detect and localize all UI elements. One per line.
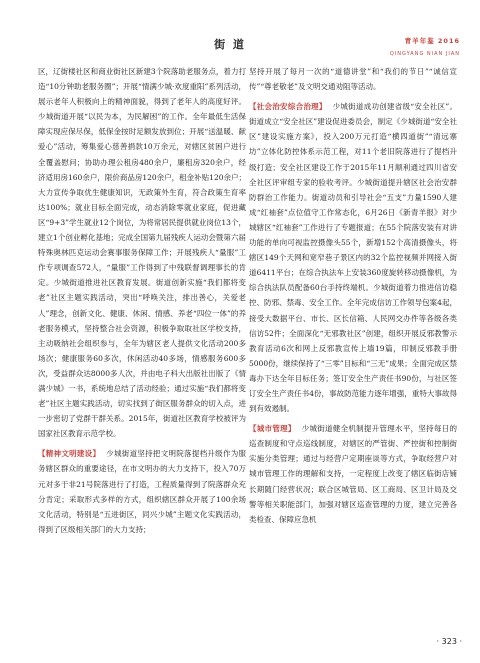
section-body: 少城街道成功创建省级“安全社区”。街道成立“安全社区”建设促进委员会，制定《少城街道“安全社区”建设实施方案》，投入200万元打造“横四道街”“清远寨坊”立体化防控体系示范工程，对11个老旧院落进行了提档升级打造；安全社区建设工作于2015年11月顺利通过四川省安全社区评审组专家的验收考评。少城街道提升辖区社会治安群防群治工作能力。街道动员和引导社会“五支”力量1590人建成“红袖套”点位值守工作常态化，6月26日《新青羊报》对少城辖区“红袖套”工作进行了专题报道；在55个院落安装有对讲功能的单向可视监控摄像头55个，新增152个高清摄像头，将辖区149个天网和宽窄巷子景区内的32个监控视频并网接入街道6411平台；在综合执法车上安装360度旋转移动摄像机，为综合执法队员配备60台手持终端机。少城街道着力推进信访稳控、防邪、禁毒、安全工作。全年完成信访工作领导包案4起，接受大数据平台、市长、区长信箱、人民网交办件等各级各类信访52件；全面深化“无邪教社区”创建，组织开展反邪教警示教育活动6次和网上反邪教宣传上墙19篇，印制反邪教手册5000份，继续保持了“三零”目标和“三无”成果；全面完成区禁毒办下达全年目标任务；签订安全生产责任书90份，与社区签订安全生产责任书4份，事故防范能力逐年增强，重特大事故得到有效遏制。 <box>249 102 457 414</box>
right-column <box>249 64 457 636</box>
yearbook-pinyin: QINGYANG NIAN JIAN <box>389 51 460 57</box>
page-number: · 323 · <box>436 637 462 646</box>
yearbook-title: 青羊年鉴 2016 <box>404 37 460 45</box>
section-body: 少城街道坚持把文明院落提档升级作为服务辖区群众的重要途径，在市文明办的大力支持下，投入70万元对多于非21号院落进行了打造，工程质量得到了院落群众充分肯定；采取形式多样的方式，组织辖区群众开展了100余场文化活动，特别是“五进街区，同兴少城”主题文化实践活动，得到了区级相关部门的大力支持； <box>38 449 246 534</box>
page-header <box>0 0 480 60</box>
section-tag: 【社会治安综合治理】 <box>249 102 327 112</box>
running-title: 街 道 <box>214 38 246 51</box>
section-tag: 【精神文明建设】 <box>38 449 101 459</box>
section-paragraph <box>38 446 246 537</box>
body-paragraph: 区，辽街楼社区和商业街社区新建3个院落助老服务点，着力打造“10分钟助老服务圈”；开展“情满少城·欢度重阳”系列活动，展示老年人积极向上的精神面貌，得到了老年人的高度好评。少城街道开展“以民为本，为民解困”的工作。全年最低生活保障实现应保尽保，低保金按时足额发放到位；开展“送温暖、献爱心”活动，筹集爱心慈善捐款10万余元，对辖区贫困户进行全覆盖慰问；协助办理公租房480余户，廉租房320余户，经济适用房160余户，限价商品房120余户，租金补贴120余户；大力宣传争取优生健康知识，无政策外生育，符合政策生育率达100%；就业目标全面完成，动态消除零就业家庭，促进藏区“9+3”学生就业12个岗位，为将常居民提供就业岗位13个，建立1个创业孵化基地；完成全国第九届残疾人运动会暨第六届特殊奥林匹克运动会赛事服务保障工作；开展残疾人“量服”工作专项调查572人，“量服”工作得到了中残联督调理事长的肯定。少城街道推进社区教育发展。街道创新实施“我们都将变老”社区主题实践活动，突出“呼唤关注，排出善心，关爱老人”理念，创新文化、健康、休闲、情感、养老“四位一体”的养老服务模式，坚持整合社会资源，积极争取取社区学校支持，主动吸纳社会组织参与，全年为辖区老人提供文化活动200多场次；健康服务60多次，休闲活动40多场，情感服务600多次，受益群众达8000多人次，并由电子科大出版社出版了《情满少城》一书，系统地总结了活动经验；通过实施“我们都将变老”社区主题实践活动，切实找到了街区服务群众的切入点，进一步密切了党群干群关系。2015年，街道社区教育学校被评为国家社区教育示范学校。 <box>38 67 246 439</box>
section-tag: 【城市管理】 <box>249 424 296 434</box>
section-paragraph <box>249 421 457 527</box>
left-column <box>38 64 246 636</box>
body-paragraph: 坚持开展了每月一次的“道德讲堂”和“我们的节日”“诚信宣传”“尊老敬老”及文明交通劝阻等活动。 <box>249 67 457 92</box>
section-body: 少城街道健全机制提升管理水平，坚持每日的巡查制度和守点巡线制度，对辖区的严管街、严控街和控制街实施分类管理；通过与经营户定期座谈等方式，争取经营户对城市管理工作的理解和支持，一定程度上改变了辖区临街店铺长期随门经营状况；联合区城管局、区工商局、区卫计局及交警等相关职能部门，加强对辖区巡查管理的力度，建立完善各类检查、保障应急机 <box>249 424 457 524</box>
section-paragraph <box>249 99 457 416</box>
